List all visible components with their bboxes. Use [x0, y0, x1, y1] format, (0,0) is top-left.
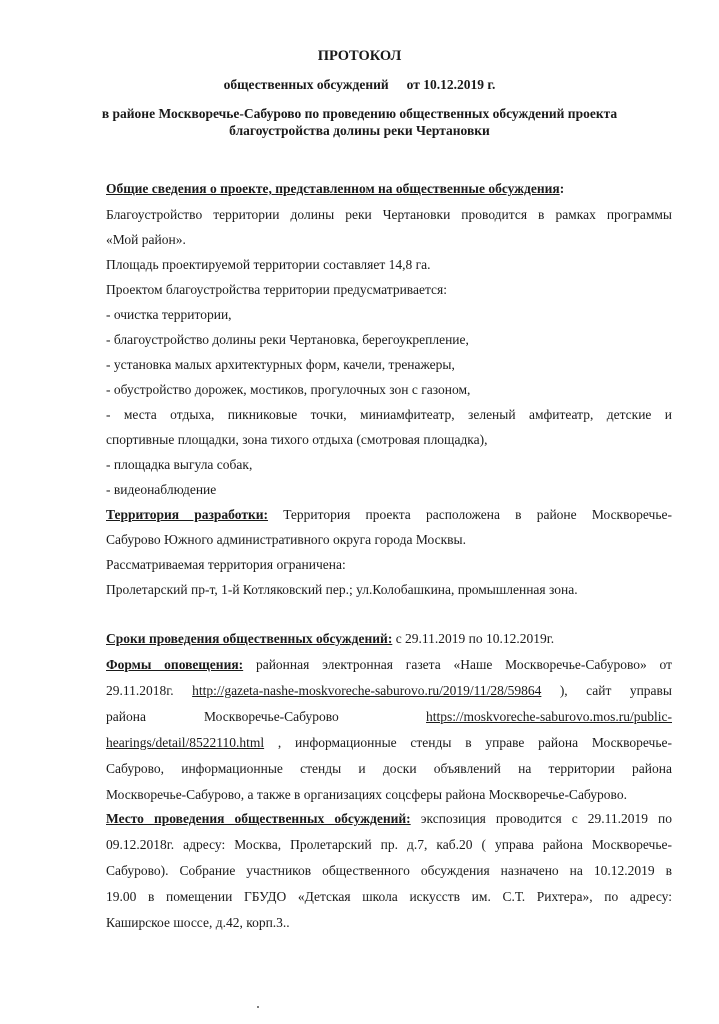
protocol-title: ПРОТОКОЛ [317, 48, 402, 64]
place-label: Место проведения общественных обсуждений: [106, 811, 411, 826]
heading-line-1: в районе Москворечье-Сабурово по проведению общественных обсуждений проекта [101, 106, 618, 121]
notify-line-1: Формы оповещения: районная электронная газета «Наше Москворечье-Сабурово» от [106, 657, 672, 672]
place-line-1: Место проведения общественных обсуждений: экспозиция проводится с 29.11.2019 по [106, 811, 672, 826]
subtitle-left: общественных обсуждений [223, 77, 389, 92]
uprava-link-part2[interactable]: hearings/detail/8522110.html [106, 735, 265, 750]
document-page: ПРОТОКОЛ общественных обсуждений от 10.12.2019 г. в районе Москворечье-Сабурово по проведению общественных обсуждений проекта благоустройства долины реки Чертановки Общие сведения о проекте, представленном на общественные обсуждения: Благоустройство территории долины реки Чертановки проводится в рамках программы «Мой район». Площадь проектируемой территории составляет 14,8 га. Проектом благоустройства территории предусматривается: - очистка территории, - благоустройство долины реки Чертановка, берегоукрепление, - установка малых архитектурных форм, качели, тренажеры, - обустройство дорожек, мостиков, прогулочных зон с газоном, - места отдыха, пикниковые точки, миниамфитеатр, зеленый амфитеатр, детские и спортивные площадки, зона тихого отдыха (смотровая площадка), - площадка выгула собак, - видеонаблюдение Территория разработки: Территория проекта расположена в районе Москворечье- Сабурово Южного административного округа города Москвы. Рассматриваемая территория ограничена: Пролетарский пр-т, 1-й Котляковский пер.; ул.Колобашкина, промышленная зона. Сроки проведения общественных обсуждений: с 29.11.2019 по 10.12.2019г. Формы оповещения: районная электронная газета «Наше Москворечье-Сабурово» от 29.11.2018г. http://gazeta-nashe-moskvoreche-saburovo.ru/2019/11/28/59864 ), сайт управы района Москворечье-Сабурово https://moskvoreche-saburovo.mos.ru/public- hearings/detail/8522110.html , информационные стенды в управе района Москворечье- Сабурово, информационные стенды и доски объявлений на территории района Москворечье-Сабурово, а также в организациях соцсферы района Москворечье-Сабурово. Место проведения общественных обсуждений: экспозиция проводится с 29.11.2019 по 09.12.2018г. адресу: Москва, Пролетарский пр. д.7, каб.20 ( управа района Москворечье- Сабурово). Собрание участников общественного обсуждения назначено на 10.12.2019 в 19.00 в помещении ГБУДО «Детская школа искусств им. С.Т. Рихтера», по адресу: Каширское шоссе, д.42, корп.3.. [0, 0, 719, 1024]
scan-speck [257, 1006, 259, 1008]
list-item: спортивные площадки, зона тихого отдыха (смотровая площадка), [106, 432, 488, 447]
project-provides: Проектом благоустройства территории предусматривается: [106, 282, 447, 297]
protocol-heading [0, 105, 719, 139]
list-item: - видеонаблюдение [106, 482, 217, 497]
notify-line-2: 29.11.2018г. http://gazeta-nashe-moskvoreche-saburovo.ru/2019/11/28/59864 ), сайт управы [106, 683, 672, 698]
general-header-label: Общие сведения о проекте, представленном на общественные обсуждения [106, 181, 560, 196]
notify-line-4: hearings/detail/8522110.html , информационные стенды в управе района Москворечье- [106, 735, 672, 750]
territory-line-4: Пролетарский пр-т, 1-й Котляковский пер.; ул.Колобашкина, промышленная зона. [106, 582, 578, 597]
notify-label: Формы оповещения: [106, 657, 244, 672]
general-section-header: Общие сведения о проекте, представленном на общественные обсуждения: [106, 181, 565, 196]
uprava-link-part1[interactable]: https://moskvoreche-saburovo.mos.ru/public- [426, 709, 672, 724]
subtitle-date: от 10.12.2019 г. [406, 77, 496, 92]
place-line-5: Каширское шоссе, д.42, корп.3.. [106, 915, 290, 930]
list-item: - обустройство дорожек, мостиков, прогулочных зон с газоном, [106, 382, 471, 397]
general-p1-line2: «Мой район». [106, 232, 186, 247]
general-p1-line1: Благоустройство территории долины реки Чертановки проводится в рамках программы [106, 207, 672, 222]
list-item: - очистка территории, [106, 307, 232, 322]
place-line-4: 19.00 в помещении ГБУДО «Детская школа искусств им. С.Т. Рихтера», по адресу: [106, 889, 672, 904]
notify-line-6: Москворечье-Сабурово, а также в организациях соцсферы района Москворечье-Сабурово. [106, 787, 627, 802]
territory-line-2: Сабурово Южного административного округа города Москвы. [106, 532, 466, 547]
dates-line: Сроки проведения общественных обсуждений: с 29.11.2019 по 10.12.2019г. [106, 631, 555, 646]
heading-line-2: благоустройства долины реки Чертановки [229, 123, 490, 138]
list-item: - площадка выгула собак, [106, 457, 253, 472]
list-item: - благоустройство долины реки Чертановка, берегоукрепление, [106, 332, 469, 347]
place-line-2: 09.12.2018г. адресу: Москва, Пролетарский пр. д.7, каб.20 ( управа района Москворечье- [106, 837, 672, 852]
dates-label: Сроки проведения общественных обсуждений: [106, 631, 393, 646]
list-item: - места отдыха, пикниковые точки, миниамфитеатр, зеленый амфитеатр, детские и [106, 407, 672, 422]
place-line-3: Сабурово). Собрание участников общественного обсуждения назначено на 10.12.2019 в [106, 863, 672, 878]
list-item: - установка малых архитектурных форм, качели, тренажеры, [106, 357, 455, 372]
territory-label: Территория разработки: [106, 507, 269, 522]
territory-line-3: Рассматриваемая территория ограничена: [106, 557, 346, 572]
territory-line-1: Территория разработки: Территория проекта расположена в районе Москворечье- [106, 507, 672, 522]
protocol-subtitle [0, 77, 719, 93]
notify-line-5: Сабурово, информационные стенды и доски объявлений на территории района [106, 761, 672, 776]
gazeta-link[interactable]: http://gazeta-nashe-moskvoreche-saburovo.ru/2019/11/28/59864 [192, 683, 542, 698]
project-area: Площадь проектируемой территории составляет 14,8 га. [106, 257, 431, 272]
